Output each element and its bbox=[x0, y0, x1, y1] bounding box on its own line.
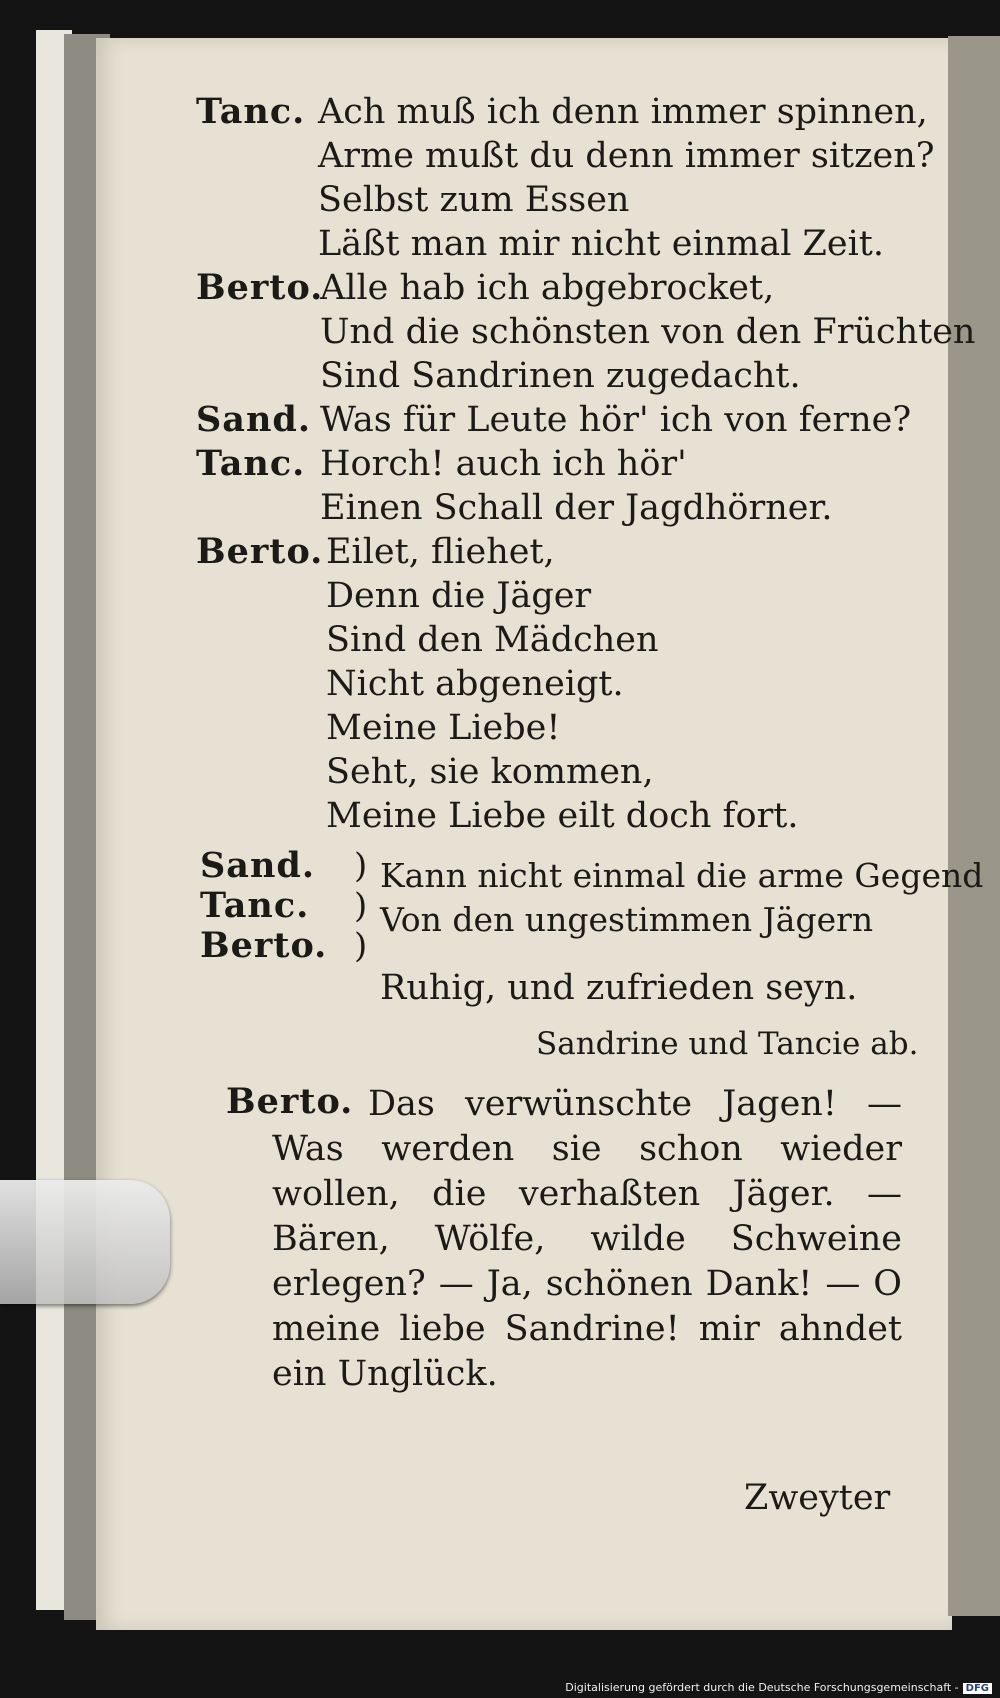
verse-line: Läßt man mir nicht einmal Zeit. bbox=[318, 224, 884, 264]
speaker-label: Sand. bbox=[200, 845, 316, 886]
speaker-label: Berto. bbox=[200, 925, 328, 966]
catchword: Zweyter bbox=[744, 1478, 891, 1518]
speaker-label: Sand. bbox=[196, 399, 312, 440]
footer-credit-text: Digitalisierung gefördert durch die Deutsche Forschungsgemeinschaft - bbox=[565, 1681, 959, 1694]
verse-line: Nicht abgeneigt. bbox=[326, 664, 624, 704]
speaker-label: Tanc. bbox=[196, 91, 306, 132]
verse-line: Meine Liebe eilt doch fort. bbox=[326, 796, 799, 836]
verse-line: Sind den Mädchen bbox=[326, 620, 659, 660]
verse-line: Meine Liebe! bbox=[326, 708, 561, 748]
footer-credit bbox=[565, 1681, 992, 1694]
verse-line: Eilet, fliehet, bbox=[326, 532, 555, 572]
verse-line: Was für Leute hör' ich von ferne? bbox=[320, 400, 912, 440]
verse-line: Und die schönsten von den Früchten bbox=[320, 312, 976, 352]
verse-line: Einen Schall der Jagdhörner. bbox=[320, 488, 833, 528]
dfg-logo: DFG bbox=[963, 1683, 992, 1694]
verse-line: Ruhig, und zufrieden seyn. bbox=[380, 968, 858, 1008]
prose-paragraph: Das verwünschte Jagen! — Was werden sie schon wieder wollen, die verhaßten Jäger. — Bären, Wölfe, wilde Schweine erlegen? — Ja, schönen Dank! — O meine liebe Sandrine! mir ahndet ein Unglück. bbox=[272, 1084, 902, 1394]
brace-mark: ) bbox=[354, 886, 368, 926]
speaker-label: Tanc. bbox=[200, 885, 310, 926]
verse-line: Von den ungestimmen Jägern bbox=[380, 900, 874, 939]
verse-line: Sind Sandrinen zugedacht. bbox=[320, 356, 801, 396]
brace-mark: ) bbox=[354, 926, 368, 966]
verse-line: Kann nicht einmal die arme Gegend bbox=[380, 856, 984, 895]
verse-line: Denn die Jäger bbox=[326, 576, 592, 616]
speaker-label: Tanc. bbox=[196, 443, 306, 484]
speaker-label: Berto. bbox=[226, 1081, 354, 1122]
verse-line: Alle hab ich abgebrocket, bbox=[320, 268, 775, 308]
brace-mark: ) bbox=[354, 846, 368, 886]
speaker-label: Berto. bbox=[196, 531, 324, 572]
page-clip bbox=[0, 1180, 170, 1304]
verse-line: Selbst zum Essen bbox=[318, 180, 630, 220]
verse-line: Horch! auch ich hör' bbox=[320, 444, 687, 484]
verse-line: Seht, sie kommen, bbox=[326, 752, 654, 792]
verse-line: Ach muß ich denn immer spinnen, bbox=[318, 92, 928, 132]
stage-direction: Sandrine und Tancie ab. bbox=[536, 1026, 919, 1062]
speaker-label: Berto. bbox=[196, 267, 324, 308]
verse-line: Arme mußt du denn immer sitzen? bbox=[318, 136, 935, 176]
